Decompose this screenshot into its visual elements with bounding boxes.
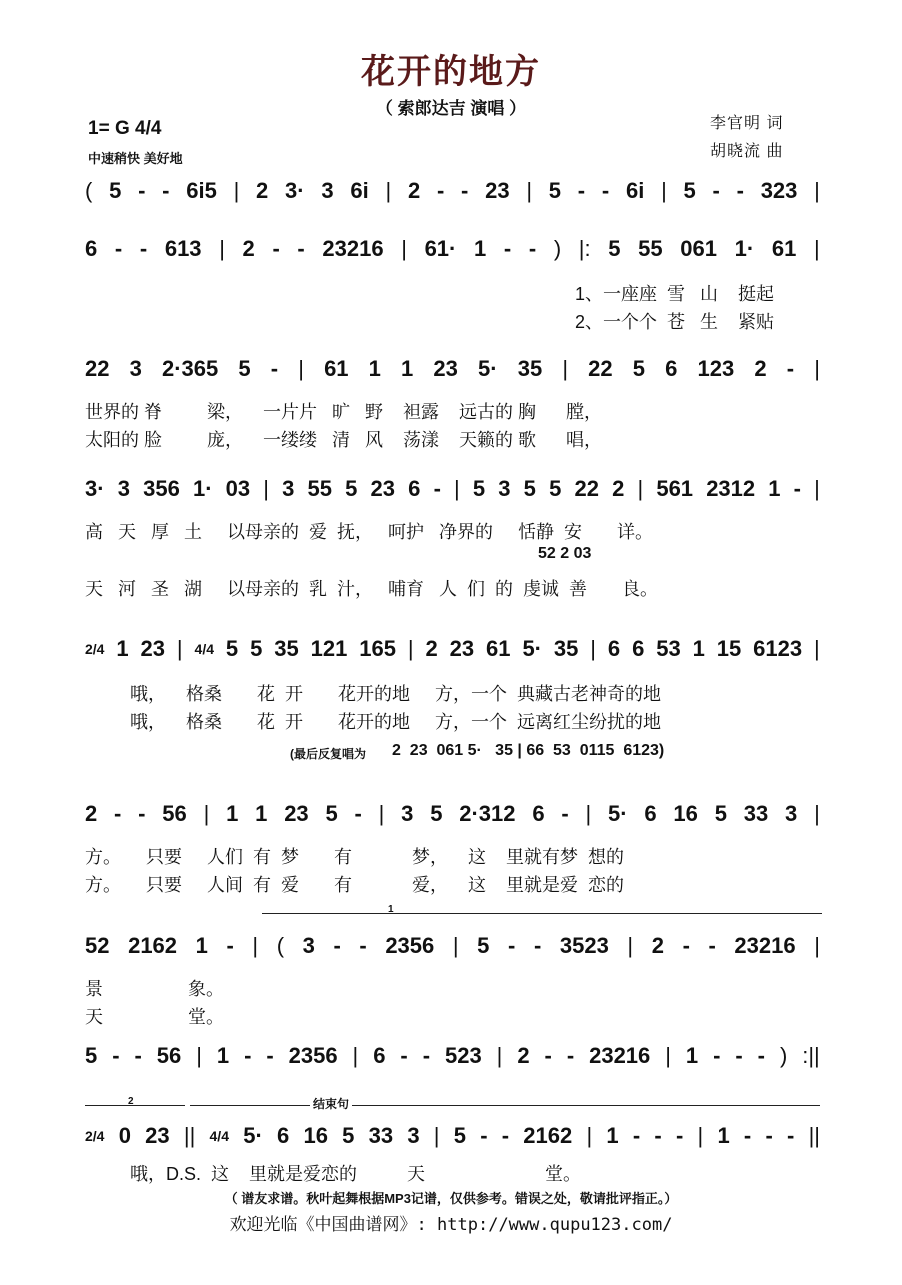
note: - <box>508 933 516 958</box>
note: - <box>533 933 542 958</box>
staff-row <box>85 636 820 662</box>
note: - <box>654 1123 662 1148</box>
barline: |: <box>578 236 591 261</box>
note: - <box>400 1043 408 1068</box>
note: - <box>787 1123 795 1148</box>
barline: | <box>298 356 304 381</box>
note: 3 <box>407 1123 420 1148</box>
note: - <box>138 178 146 203</box>
note: 2356 <box>385 933 435 958</box>
staff-row <box>85 801 820 827</box>
note: ( <box>85 178 93 203</box>
volta-1-label: 1 <box>388 904 394 915</box>
barline: | <box>590 636 597 661</box>
note: 2 <box>517 1043 530 1068</box>
barline: | <box>263 476 269 501</box>
note: 5· <box>608 801 628 826</box>
note: 6 <box>665 356 678 381</box>
note: 23 <box>145 1123 170 1148</box>
barline: | <box>697 1123 704 1148</box>
note: - <box>266 1043 274 1068</box>
note: 3523 <box>559 933 609 958</box>
lyric-line: 方。 只要 人们 有 梦 有 梦， 这 里就有梦 想的 <box>85 847 625 867</box>
note: - <box>226 933 234 958</box>
note: 16 <box>673 801 698 826</box>
volta-2-bracket <box>85 1105 185 1106</box>
note: - <box>436 178 445 203</box>
barline: | <box>219 236 225 261</box>
note: 613 <box>164 236 202 261</box>
ending-label: 结束句 <box>310 1095 352 1112</box>
lyric-line: 天 河 圣 湖 以母亲的 乳 汁， 哺育 人 们 的 虔诚 善 良。 <box>85 579 659 599</box>
note: - <box>138 801 146 826</box>
note: 5 <box>325 801 338 826</box>
note: - <box>270 356 279 381</box>
note: 5 <box>238 356 251 381</box>
note: 5 <box>345 476 358 501</box>
note: - <box>503 236 512 261</box>
note: 165 <box>359 636 396 661</box>
note: 1· <box>734 236 755 261</box>
volta-2-label: 2 <box>128 1096 134 1107</box>
barline: | <box>814 636 820 661</box>
barline: | <box>233 178 240 203</box>
note: 1 <box>717 1123 730 1148</box>
note: 3· <box>85 476 105 501</box>
note: 3 <box>117 476 130 501</box>
note: 523 <box>444 1043 482 1068</box>
note: 35 <box>274 636 299 661</box>
footer-note: （ 谱友求谱。秋叶起舞根据MP3记谱，仅供参考。错误之处，敬请批评指正。） <box>224 1191 678 1206</box>
note: 2 <box>242 236 255 261</box>
note: 1 <box>216 1043 230 1068</box>
note: 2 <box>612 476 625 501</box>
barline: | <box>637 476 644 501</box>
note: 6 <box>408 476 421 501</box>
note: 03 <box>225 476 251 501</box>
note: 2356 <box>288 1043 338 1068</box>
note: - <box>713 1043 721 1068</box>
barline: | <box>433 1123 440 1148</box>
note: 1 <box>255 801 268 826</box>
note: 33 <box>368 1123 394 1148</box>
note: 33 <box>743 801 769 826</box>
note: 23 <box>140 636 166 661</box>
lyric-line: 方。 只要 人间 有 爱 有 爱， 这 里就是爱 恋的 <box>85 875 625 895</box>
note: 6 <box>276 1123 290 1148</box>
note: ( <box>276 933 285 958</box>
barline: | <box>401 236 407 261</box>
note: 2 <box>407 178 421 203</box>
barline: | <box>813 236 820 261</box>
staff-row <box>85 236 820 262</box>
note: 4/4 <box>194 641 215 657</box>
note: 6 <box>644 801 657 826</box>
barline: | <box>814 356 820 381</box>
note: 2 <box>651 933 664 958</box>
note: - <box>461 178 469 203</box>
note: - <box>354 801 362 826</box>
note: 5 <box>453 1123 466 1148</box>
barline: | <box>586 1123 593 1148</box>
note: 55 <box>638 236 663 261</box>
note: 5· <box>478 356 498 381</box>
barline: | <box>814 178 820 203</box>
note: 23 <box>433 356 458 381</box>
barline: | <box>176 636 183 661</box>
note: 121 <box>310 636 348 661</box>
barline: | <box>352 1043 359 1068</box>
barline: | <box>665 1043 671 1068</box>
note: 6i <box>625 178 645 203</box>
lyric-line: 景 象。 <box>85 979 225 999</box>
note: 1 <box>116 636 129 661</box>
final-repeat-notes: 2 23 061 5· 35 | 66 53 0115 6123) <box>392 742 665 759</box>
staff-row <box>85 356 820 382</box>
note: 55 <box>307 476 333 501</box>
lyricist: 李官明 词 <box>710 115 784 132</box>
note: 5 <box>714 801 727 826</box>
note: - <box>544 1043 552 1068</box>
note: 52 <box>85 933 110 958</box>
lyric-line: 1、一座座 雪 山 挺起 <box>575 284 775 304</box>
note: 22 <box>588 356 613 381</box>
note: 323 <box>760 178 798 203</box>
note: 23216 <box>589 1043 651 1068</box>
lyric-line: 天 堂。 <box>85 1007 225 1027</box>
note: 1 <box>606 1123 619 1148</box>
note: 5 <box>85 1043 98 1068</box>
note: 6 <box>373 1043 386 1068</box>
footer-site: 欢迎光临《中国曲谱网》: http://www.qupu123.com/ <box>229 1215 673 1235</box>
note: ) <box>779 1043 788 1068</box>
key-signature: 1= G 4/4 <box>88 118 162 139</box>
note: 15 <box>716 636 742 661</box>
note: 5 <box>549 476 562 501</box>
note: - <box>114 236 123 261</box>
note: 5 <box>225 636 239 661</box>
staff-row <box>85 476 820 502</box>
note: 61 <box>771 236 797 261</box>
note: 5 <box>430 801 443 826</box>
note: - <box>765 1123 773 1148</box>
note: 6 <box>85 236 98 261</box>
note: 23 <box>284 801 309 826</box>
composer: 胡晓流 曲 <box>710 143 784 160</box>
note: 3 <box>321 178 334 203</box>
note: - <box>682 933 690 958</box>
note: - <box>601 178 610 203</box>
note: 1· <box>192 476 213 501</box>
note: 0 <box>118 1123 131 1148</box>
tempo-marking: 中速稍快 美好地 <box>88 151 183 166</box>
note: 5 <box>250 636 263 661</box>
variant-notes: 52 2 03 <box>538 545 592 562</box>
note: - <box>708 933 716 958</box>
note: 1 <box>768 476 781 501</box>
note: 2312 <box>706 476 756 501</box>
barline: | <box>454 476 460 501</box>
note: 2/4 <box>85 1128 105 1144</box>
barline: | <box>407 636 414 661</box>
note: 56 <box>156 1043 182 1068</box>
final-repeat-label: (最后反复唱为 <box>290 747 366 761</box>
note: 61· <box>424 236 457 261</box>
note: 22 <box>574 476 599 501</box>
lyric-line: 哦，D.S. 这 里就是爱恋的 天 堂。 <box>130 1164 582 1184</box>
note: 2162 <box>523 1123 573 1148</box>
note: 3 <box>785 801 798 826</box>
note: - <box>501 1123 510 1148</box>
note: 6 <box>607 636 621 661</box>
note: - <box>577 178 586 203</box>
note: 5 <box>477 933 490 958</box>
note: 22 <box>85 356 110 381</box>
barline: | <box>661 178 667 203</box>
note: 23 <box>485 178 510 203</box>
note: - <box>712 178 720 203</box>
barline: || <box>808 1123 820 1148</box>
note: - <box>675 1123 684 1148</box>
note: 6 <box>532 801 545 826</box>
lyric-line: 哦， 格桑 花 开 花开的地 方，一个 典藏古老神奇的地 <box>130 684 662 704</box>
volta-1-bracket <box>262 913 822 914</box>
note: 2·365 <box>161 356 219 381</box>
barline: | <box>496 1043 503 1068</box>
note: - <box>244 1043 252 1068</box>
staff-row <box>85 1123 820 1149</box>
note: - <box>162 178 170 203</box>
note: 5 <box>523 476 536 501</box>
note: - <box>786 356 795 381</box>
note: 3 <box>401 801 414 826</box>
note: 5· <box>243 1123 263 1148</box>
note: 061 <box>680 236 717 261</box>
note: 61 <box>324 356 349 381</box>
lyric-line: 2、一个个 苍 生 紧贴 <box>575 312 775 332</box>
lyric-line: 高 天 厚 土 以母亲的 爱 抚， 呵护 净界的 恬静 安 详。 <box>85 522 654 542</box>
note: - <box>561 801 569 826</box>
barline: || <box>183 1123 196 1148</box>
barline: | <box>378 801 385 826</box>
note: - <box>743 1123 752 1148</box>
note: 6i <box>350 178 369 203</box>
staff-row <box>85 1043 820 1069</box>
note: - <box>632 1123 641 1148</box>
note: 23 <box>370 476 396 501</box>
note: - <box>333 933 341 958</box>
note: 2 <box>754 356 767 381</box>
barline: | <box>203 801 210 826</box>
note: 23216 <box>322 236 384 261</box>
note: - <box>793 476 801 501</box>
note: 2·312 <box>459 801 516 826</box>
barline: | <box>452 933 459 958</box>
note: 5 <box>472 476 486 501</box>
barline: | <box>252 933 259 958</box>
note: 35 <box>517 356 543 381</box>
barline: | <box>585 801 592 826</box>
note: 6i5 <box>186 178 217 203</box>
note: 3 <box>282 476 295 501</box>
note: - <box>735 1043 743 1068</box>
note: 356 <box>143 476 180 501</box>
note: - <box>112 1043 120 1068</box>
note: 23 <box>449 636 475 661</box>
barline: :|| <box>802 1043 820 1068</box>
note: 53 <box>656 636 681 661</box>
song-title: 花开的地方 <box>361 53 541 91</box>
lyric-line: 哦， 格桑 花 开 花开的地 方，一个 远离红尘纷扰的地 <box>130 712 662 732</box>
note: - <box>757 1043 765 1068</box>
note: 123 <box>697 356 735 381</box>
note: 6123 <box>753 636 803 661</box>
note: 5 <box>548 178 562 203</box>
note: - <box>297 236 305 261</box>
note: - <box>433 476 441 501</box>
note: 2/4 <box>85 641 105 657</box>
barline: | <box>562 356 569 381</box>
note: - <box>422 1043 431 1068</box>
note: 2 <box>425 636 438 661</box>
note: 61 <box>486 636 511 661</box>
note: - <box>528 236 537 261</box>
note: 23216 <box>734 933 796 958</box>
singer: （ 索郎达吉 演唱 ） <box>375 99 527 118</box>
note: - <box>736 178 744 203</box>
lyric-line: 太阳的 脸 庞， 一缕缕 清 风 荡漾 天籁的 歌 唱， <box>85 430 603 450</box>
note: 3 <box>498 476 511 501</box>
note: 5 <box>608 236 621 261</box>
note: 5 <box>342 1123 355 1148</box>
staff-row <box>85 933 820 959</box>
note: 2 <box>85 801 98 826</box>
note: - <box>566 1043 575 1068</box>
note: - <box>359 933 367 958</box>
barline: | <box>814 801 820 826</box>
barline: | <box>627 933 634 958</box>
note: - <box>114 801 122 826</box>
lyric-line: 世界的 脊 梁， 一片片 旷 野 袒露 远古的 胸 膛， <box>85 402 603 422</box>
note: 56 <box>162 801 187 826</box>
note: - <box>134 1043 142 1068</box>
note: 3· <box>285 178 305 203</box>
note: - <box>272 236 280 261</box>
barline: | <box>385 178 392 203</box>
note: 1 <box>195 933 208 958</box>
barline: | <box>814 476 820 501</box>
ending-bracket <box>190 1105 820 1106</box>
note: ) <box>553 236 562 261</box>
note: 2 <box>256 178 269 203</box>
note: 5· <box>522 636 542 661</box>
note: 3 <box>302 933 315 958</box>
note: 3 <box>129 356 142 381</box>
note: 5 <box>632 356 646 381</box>
note: 1 <box>401 356 414 381</box>
note: 1 <box>685 1043 699 1068</box>
barline: | <box>526 178 533 203</box>
note: - <box>480 1123 488 1148</box>
note: 1 <box>474 236 487 261</box>
note: 5 <box>683 178 696 203</box>
note: 1 <box>692 636 705 661</box>
note: 561 <box>656 476 694 501</box>
note: 4/4 <box>209 1128 229 1144</box>
staff-row <box>85 178 820 204</box>
note: 6 <box>632 636 645 661</box>
note: - <box>139 236 148 261</box>
barline: | <box>196 1043 202 1068</box>
note: 5 <box>109 178 122 203</box>
barline: | <box>814 933 820 958</box>
note: 1 <box>226 801 239 826</box>
note: 2162 <box>128 933 178 958</box>
note: 35 <box>553 636 579 661</box>
note: 1 <box>368 356 381 381</box>
note: 16 <box>303 1123 328 1148</box>
